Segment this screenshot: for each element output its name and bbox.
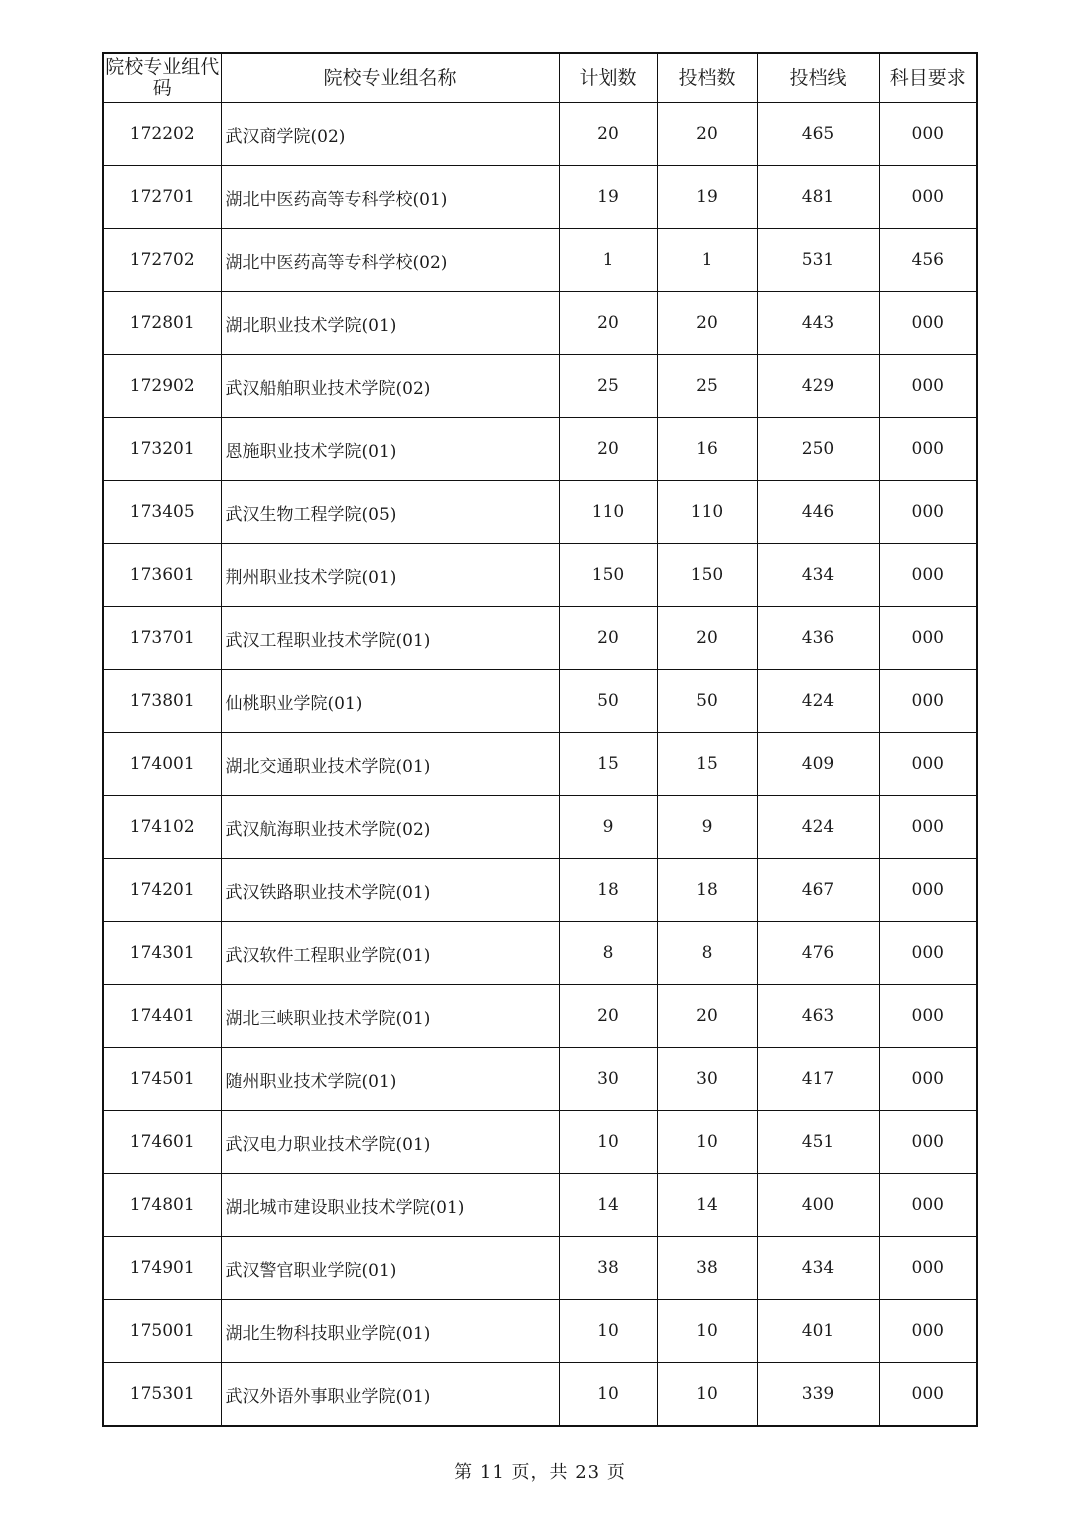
admitted-count-cell: 18 xyxy=(657,859,757,922)
admitted-count-cell: 10 xyxy=(657,1363,757,1427)
table-row xyxy=(103,1111,977,1174)
cutoff-score-cell: 401 xyxy=(757,1300,879,1363)
cutoff-score-cell: 339 xyxy=(757,1363,879,1427)
cutoff-score-cell: 429 xyxy=(757,355,879,418)
cutoff-score-cell: 467 xyxy=(757,859,879,922)
plan-count-cell: 1 xyxy=(559,229,657,292)
admitted-count-cell: 38 xyxy=(657,1237,757,1300)
table-row xyxy=(103,418,977,481)
table-row xyxy=(103,985,977,1048)
group-name-cell: 湖北城市建设职业技术学院(01) xyxy=(221,1174,559,1237)
group-code-cell: 173201 xyxy=(103,418,221,481)
admitted-count-cell: 25 xyxy=(657,355,757,418)
plan-count-cell: 20 xyxy=(559,292,657,355)
group-name-cell: 荆州职业技术学院(01) xyxy=(221,544,559,607)
table-row xyxy=(103,607,977,670)
plan-count-cell: 10 xyxy=(559,1300,657,1363)
group-name-cell: 武汉电力职业技术学院(01) xyxy=(221,1111,559,1174)
plan-count-cell: 20 xyxy=(559,103,657,166)
subject-requirement-cell: 000 xyxy=(879,922,977,985)
cutoff-score-cell: 531 xyxy=(757,229,879,292)
group-code-cell: 174201 xyxy=(103,859,221,922)
group-code-cell: 173405 xyxy=(103,481,221,544)
group-name-cell: 湖北三峡职业技术学院(01) xyxy=(221,985,559,1048)
group-code-cell: 172902 xyxy=(103,355,221,418)
plan-count-cell: 25 xyxy=(559,355,657,418)
admitted-count-cell: 20 xyxy=(657,292,757,355)
plan-count-cell: 10 xyxy=(559,1111,657,1174)
subject-requirement-cell: 000 xyxy=(879,796,977,859)
group-name-cell: 武汉铁路职业技术学院(01) xyxy=(221,859,559,922)
group-name-cell: 武汉生物工程学院(05) xyxy=(221,481,559,544)
cutoff-score-cell: 443 xyxy=(757,292,879,355)
group-code-cell: 173601 xyxy=(103,544,221,607)
table-row xyxy=(103,292,977,355)
admitted-count-cell: 10 xyxy=(657,1300,757,1363)
subject-requirement-cell: 000 xyxy=(879,355,977,418)
subject-requirement-cell: 000 xyxy=(879,607,977,670)
table-body xyxy=(103,103,977,1427)
cutoff-score-cell: 434 xyxy=(757,1237,879,1300)
table-row xyxy=(103,922,977,985)
cutoff-score-cell: 476 xyxy=(757,922,879,985)
header-group-name: 院校专业组名称 xyxy=(221,53,559,103)
cutoff-score-cell: 424 xyxy=(757,796,879,859)
admitted-count-cell: 15 xyxy=(657,733,757,796)
table-row xyxy=(103,733,977,796)
subject-requirement-cell: 000 xyxy=(879,103,977,166)
subject-requirement-cell: 000 xyxy=(879,1174,977,1237)
plan-count-cell: 10 xyxy=(559,1363,657,1427)
plan-count-cell: 150 xyxy=(559,544,657,607)
table-row xyxy=(103,1048,977,1111)
group-code-cell: 174601 xyxy=(103,1111,221,1174)
cutoff-score-cell: 446 xyxy=(757,481,879,544)
table-row xyxy=(103,670,977,733)
table-row xyxy=(103,1300,977,1363)
plan-count-cell: 8 xyxy=(559,922,657,985)
plan-count-cell: 20 xyxy=(559,418,657,481)
cutoff-score-cell: 451 xyxy=(757,1111,879,1174)
group-name-cell: 恩施职业技术学院(01) xyxy=(221,418,559,481)
admitted-count-cell: 50 xyxy=(657,670,757,733)
cutoff-score-cell: 436 xyxy=(757,607,879,670)
admitted-count-cell: 1 xyxy=(657,229,757,292)
table-row xyxy=(103,1237,977,1300)
cutoff-score-cell: 417 xyxy=(757,1048,879,1111)
header-plan-count: 计划数 xyxy=(559,53,657,103)
subject-requirement-cell: 000 xyxy=(879,1111,977,1174)
group-code-cell: 172801 xyxy=(103,292,221,355)
group-name-cell: 武汉船舶职业技术学院(02) xyxy=(221,355,559,418)
group-code-cell: 175301 xyxy=(103,1363,221,1427)
admission-score-table xyxy=(102,52,978,1427)
plan-count-cell: 14 xyxy=(559,1174,657,1237)
plan-count-cell: 15 xyxy=(559,733,657,796)
table-row xyxy=(103,544,977,607)
admitted-count-cell: 110 xyxy=(657,481,757,544)
subject-requirement-cell: 000 xyxy=(879,544,977,607)
group-code-cell: 172702 xyxy=(103,229,221,292)
table-row xyxy=(103,481,977,544)
group-name-cell: 湖北中医药高等专科学校(02) xyxy=(221,229,559,292)
table-row xyxy=(103,796,977,859)
plan-count-cell: 30 xyxy=(559,1048,657,1111)
plan-count-cell: 20 xyxy=(559,985,657,1048)
admitted-count-cell: 14 xyxy=(657,1174,757,1237)
admitted-count-cell: 19 xyxy=(657,166,757,229)
subject-requirement-cell: 000 xyxy=(879,733,977,796)
table-header-row xyxy=(103,53,977,103)
admitted-count-cell: 16 xyxy=(657,418,757,481)
admitted-count-cell: 150 xyxy=(657,544,757,607)
group-name-cell: 武汉航海职业技术学院(02) xyxy=(221,796,559,859)
cutoff-score-cell: 409 xyxy=(757,733,879,796)
table-row xyxy=(103,229,977,292)
plan-count-cell: 20 xyxy=(559,607,657,670)
group-name-cell: 湖北交通职业技术学院(01) xyxy=(221,733,559,796)
subject-requirement-cell: 000 xyxy=(879,1237,977,1300)
table-row xyxy=(103,859,977,922)
group-code-cell: 174301 xyxy=(103,922,221,985)
group-code-cell: 174102 xyxy=(103,796,221,859)
cutoff-score-cell: 463 xyxy=(757,985,879,1048)
admitted-count-cell: 8 xyxy=(657,922,757,985)
admitted-count-cell: 20 xyxy=(657,103,757,166)
subject-requirement-cell: 000 xyxy=(879,859,977,922)
header-group-code: 院校专业组代码 xyxy=(103,53,221,103)
group-code-cell: 173801 xyxy=(103,670,221,733)
subject-requirement-cell: 000 xyxy=(879,1300,977,1363)
cutoff-score-cell: 481 xyxy=(757,166,879,229)
group-name-cell: 湖北职业技术学院(01) xyxy=(221,292,559,355)
admitted-count-cell: 30 xyxy=(657,1048,757,1111)
cutoff-score-cell: 465 xyxy=(757,103,879,166)
subject-requirement-cell: 000 xyxy=(879,481,977,544)
header-cutoff-score: 投档线 xyxy=(757,53,879,103)
group-name-cell: 武汉警官职业学院(01) xyxy=(221,1237,559,1300)
table-row xyxy=(103,103,977,166)
subject-requirement-cell: 000 xyxy=(879,1048,977,1111)
plan-count-cell: 110 xyxy=(559,481,657,544)
group-code-cell: 174501 xyxy=(103,1048,221,1111)
cutoff-score-cell: 400 xyxy=(757,1174,879,1237)
subject-requirement-cell: 456 xyxy=(879,229,977,292)
subject-requirement-cell: 000 xyxy=(879,985,977,1048)
subject-requirement-cell: 000 xyxy=(879,292,977,355)
admitted-count-cell: 10 xyxy=(657,1111,757,1174)
table-row xyxy=(103,355,977,418)
group-name-cell: 湖北中医药高等专科学校(01) xyxy=(221,166,559,229)
page-number: 第 11 页，共 23 页 xyxy=(454,1462,626,1483)
table-row xyxy=(103,166,977,229)
group-name-cell: 随州职业技术学院(01) xyxy=(221,1048,559,1111)
group-name-cell: 武汉工程职业技术学院(01) xyxy=(221,607,559,670)
group-code-cell: 174901 xyxy=(103,1237,221,1300)
group-name-cell: 湖北生物科技职业学院(01) xyxy=(221,1300,559,1363)
admitted-count-cell: 9 xyxy=(657,796,757,859)
header-subject-requirement: 科目要求 xyxy=(879,53,977,103)
cutoff-score-cell: 250 xyxy=(757,418,879,481)
group-code-cell: 175001 xyxy=(103,1300,221,1363)
group-name-cell: 仙桃职业学院(01) xyxy=(221,670,559,733)
group-name-cell: 武汉外语外事职业学院(01) xyxy=(221,1363,559,1427)
header-admitted-count: 投档数 xyxy=(657,53,757,103)
subject-requirement-cell: 000 xyxy=(879,418,977,481)
group-code-cell: 174801 xyxy=(103,1174,221,1237)
group-code-cell: 174001 xyxy=(103,733,221,796)
plan-count-cell: 38 xyxy=(559,1237,657,1300)
cutoff-score-cell: 424 xyxy=(757,670,879,733)
plan-count-cell: 19 xyxy=(559,166,657,229)
cutoff-score-cell: 434 xyxy=(757,544,879,607)
admitted-count-cell: 20 xyxy=(657,985,757,1048)
group-code-cell: 172701 xyxy=(103,166,221,229)
group-name-cell: 武汉商学院(02) xyxy=(221,103,559,166)
group-code-cell: 174401 xyxy=(103,985,221,1048)
group-code-cell: 172202 xyxy=(103,103,221,166)
plan-count-cell: 50 xyxy=(559,670,657,733)
table-row xyxy=(103,1363,977,1427)
table-row xyxy=(103,1174,977,1237)
subject-requirement-cell: 000 xyxy=(879,166,977,229)
group-name-cell: 武汉软件工程职业学院(01) xyxy=(221,922,559,985)
plan-count-cell: 9 xyxy=(559,796,657,859)
group-code-cell: 173701 xyxy=(103,607,221,670)
admitted-count-cell: 20 xyxy=(657,607,757,670)
subject-requirement-cell: 000 xyxy=(879,670,977,733)
plan-count-cell: 18 xyxy=(559,859,657,922)
subject-requirement-cell: 000 xyxy=(879,1363,977,1427)
